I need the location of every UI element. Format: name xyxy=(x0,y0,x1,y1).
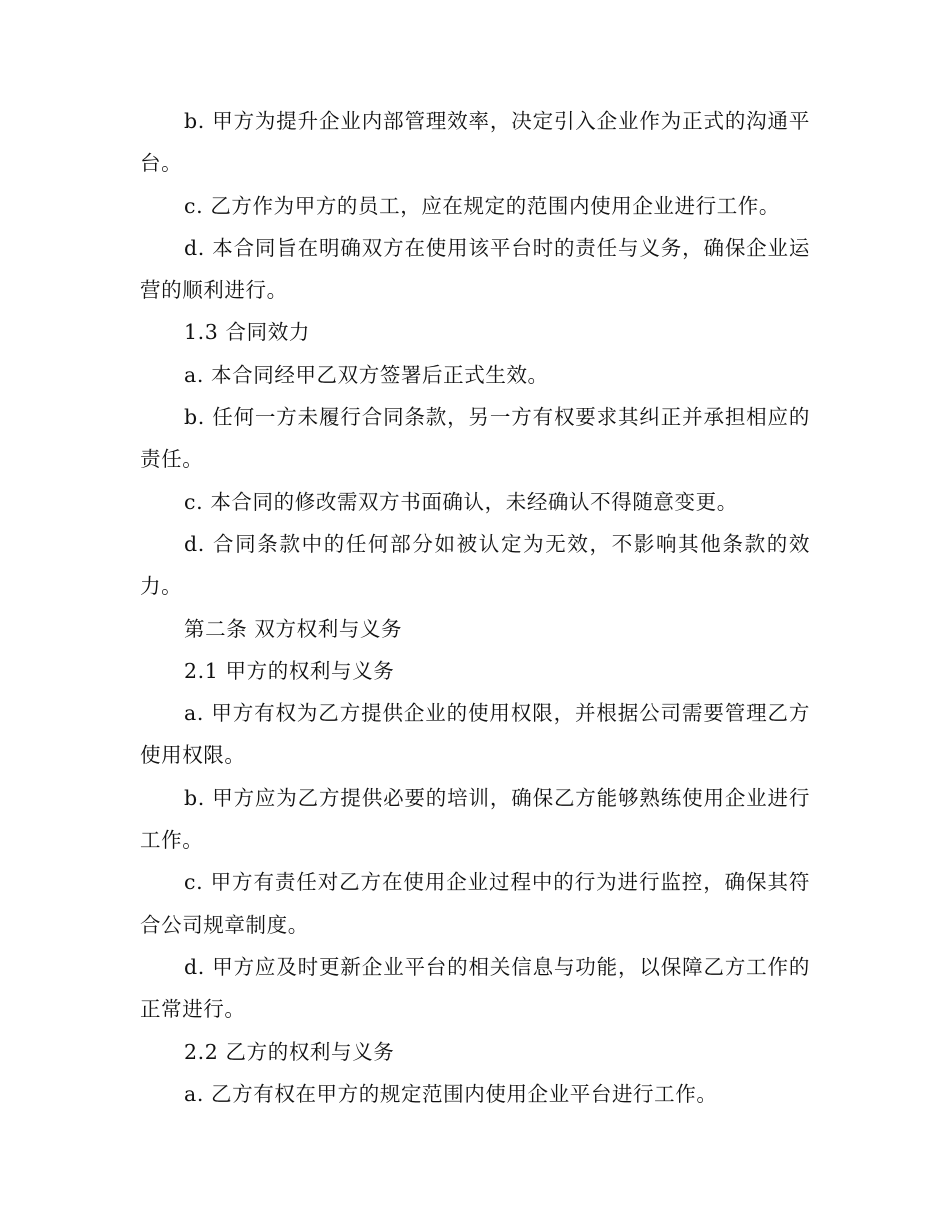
clause-1-3-d: d. 合同条款中的任何部分如被认定为无效，不影响其他条款的效力。 xyxy=(140,531,810,599)
section-heading-1-3: 1.3 合同效力 xyxy=(184,320,310,345)
section-heading-2-1: 2.1 甲方的权利与义务 xyxy=(184,658,395,683)
clause-1-2-d: d. 本合同旨在明确双方在使用该平台时的责任与义务，确保企业运营的顺利进行。 xyxy=(140,235,810,303)
clause-1-3-c: c. 本合同的修改需双方书面确认，未经确认不得随意变更。 xyxy=(184,489,738,514)
section-heading-2-2: 2.2 乙方的权利与义务 xyxy=(184,1039,395,1064)
clause-2-1-b: b. 甲方应为乙方提供必要的培训，确保乙方能够熟练使用企业进行工作。 xyxy=(140,785,810,853)
document-body xyxy=(140,100,810,1115)
clause-1-2-c: c. 乙方作为甲方的员工，应在规定的范围内使用企业进行工作。 xyxy=(184,193,781,218)
clause-2-2-a: a. 乙方有权在甲方的规定范围内使用企业平台进行工作。 xyxy=(184,1081,718,1106)
clause-2-1-d: d. 甲方应及时更新企业平台的相关信息与功能，以保障乙方工作的正常进行。 xyxy=(140,954,810,1022)
clause-1-3-a: a. 本合同经甲乙双方签署后正式生效。 xyxy=(184,362,549,387)
clause-1-2-b: b. 甲方为提升企业内部管理效率，决定引入企业作为正式的沟通平台。 xyxy=(140,109,810,176)
clause-2-1-c: c. 甲方有责任对乙方在使用企业过程中的行为进行监控，确保其符合公司规章制度。 xyxy=(140,870,810,937)
article-heading-2: 第二条 双方权利与义务 xyxy=(184,616,403,641)
clause-1-3-b: b. 任何一方未履行合同条款，另一方有权要求其纠正并承担相应的责任。 xyxy=(140,405,810,472)
clause-2-1-a: a. 甲方有权为乙方提供企业的使用权限，并根据公司需要管理乙方使用权限。 xyxy=(140,701,810,768)
